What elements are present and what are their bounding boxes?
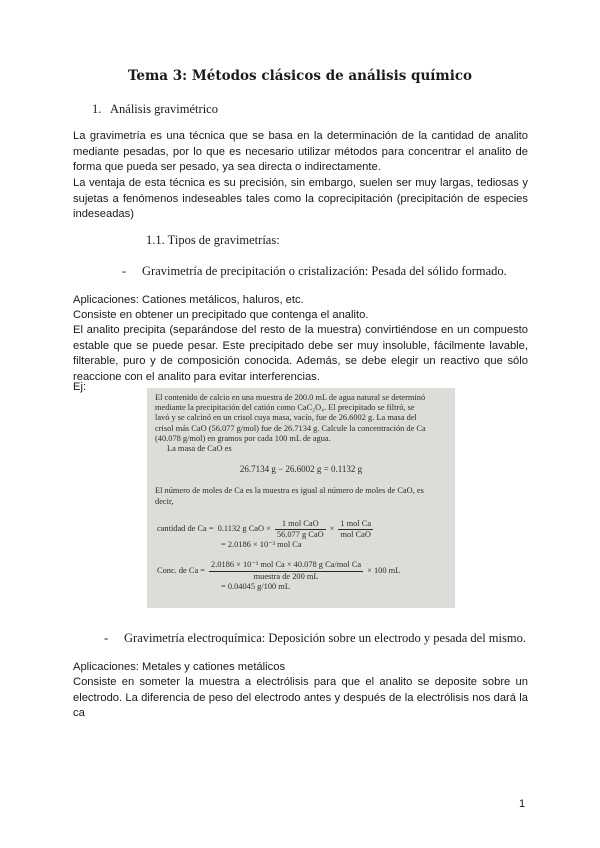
intro-paragraph-2: La ventaja de esta técnica es su precisión, sin embargo, suelen ser muy largas, tediosas y sujetas a fenómenos indeseables tales como la coprecipitación (precipitación de especies indeseadas)	[73, 177, 528, 221]
detail-electrochemical: Consiste en someter la muestra a electrólisis para que el analito se deposite sobre un electrodo. La diferencia de peso del electrodo antes y después de la electrólisis nos dará la ca	[73, 676, 528, 720]
calc-concentration-result: = 0.04045 g/100 mL	[221, 581, 290, 591]
moles-line: El número de moles de Ca es la muestra es igual al número de moles de CaO, es	[155, 486, 424, 496]
example-image	[147, 388, 455, 608]
example-line: crisol más CaO (56.077 g/mol) fue de 26.7134 g. Calcule la concentración de Ca	[155, 423, 426, 433]
example-line: lavó y se calcinó en un crisol cuya masa, vacío, fue de 26.6002 g. La masa del	[155, 413, 417, 423]
calc-amount	[155, 519, 447, 540]
fraction-numerator: 1 mol Ca	[338, 519, 373, 530]
calc-concentration-tail: × 100 mL	[367, 566, 401, 576]
subsection-heading: 1.1. Tipos de gravimetrías:	[146, 233, 280, 247]
detail-precipitation: El analito precipita (separándose del resto de la muestra) convirtiéndose en un compuesto estable que se puede pesar. Este precipitado debe ser muy insoluble, fácilmente lavable, filterable, puro y de composición conocida. Además, se debe elegir un reactivo que sólo reaccione con el analito para evitar interferencias.	[73, 324, 528, 383]
mass-equation: 26.7134 g − 26.6002 g = 0.1132 g	[239, 464, 363, 475]
fraction	[207, 560, 365, 581]
times-sign: ×	[329, 524, 335, 534]
bullet-precipitation-label: Gravimetría de precipitación o cristalización: Pesada del sólido formado.	[142, 264, 507, 278]
page-number: 1	[519, 798, 526, 810]
fraction	[273, 519, 328, 540]
bullet-dash: -	[122, 264, 127, 278]
section-label: Análisis gravimétrico	[110, 102, 218, 116]
fraction-denominator: 56.077 g CaO	[276, 530, 324, 540]
calc-concentration-label: Conc. de Ca =	[157, 566, 205, 576]
example-label: Ej:	[73, 381, 87, 393]
intro-paragraph-1: La gravimetría es una técnica que se basa en la determinación de la cantidad de analito mediante pesadas, por lo que es necesario utilizar métodos para concentrar el analito de forma que pueda ser pesado, ya sea directa o indirectamente.	[73, 130, 528, 174]
fraction-numerator: 2.0186 × 10⁻³ mol Ca × 40.078 g Ca/mol Ca	[209, 560, 363, 571]
example-line: (40.078 g/mol) en gramos por cada 100 mL de agua.	[155, 433, 331, 443]
applications-electrochemical: Aplicaciones: Metales y cationes metálicos	[73, 661, 286, 673]
fraction	[336, 519, 375, 540]
calc-concentration	[155, 560, 447, 581]
fraction-denominator: muestra de 200 mL	[253, 571, 319, 581]
calc-amount-result: = 2.0186 × 10⁻³ mol Ca	[221, 540, 302, 550]
section-number: 1.	[92, 102, 102, 116]
moles-line: decir,	[155, 496, 174, 506]
bullet-electrochemical-label: Gravimetría electroquímica: Deposición sobre un electrodo y pesada del mismo.	[124, 631, 526, 645]
section-heading	[92, 102, 218, 117]
example-line: El contenido de calcio en una muestra de 200.0 mL de agua natural se determinó	[155, 393, 426, 402]
example-line: mediante la precipitación del catión como CaC₂O₄. El precipitado se filtró, se	[155, 403, 415, 413]
bullet-precipitation	[122, 264, 507, 279]
bullet-dash: -	[104, 631, 109, 645]
fraction-numerator: 1 mol CaO	[275, 519, 326, 530]
consists-precipitation: Consiste en obtener un precipitado que contenga el analito.	[73, 309, 369, 321]
fraction-denominator: mol CaO	[340, 530, 371, 540]
bullet-electrochemical	[104, 631, 526, 646]
applications-precipitation: Aplicaciones: Cationes metálicos, haluros, etc.	[73, 294, 304, 306]
page-title: Tema 3: Métodos clásicos de análisis químico	[127, 68, 473, 84]
calc-amount-label: cantidad de Ca =	[157, 524, 214, 534]
calc-amount-value: 0.1132 g CaO ×	[217, 524, 271, 534]
mass-label: La masa de CaO es	[167, 444, 232, 454]
